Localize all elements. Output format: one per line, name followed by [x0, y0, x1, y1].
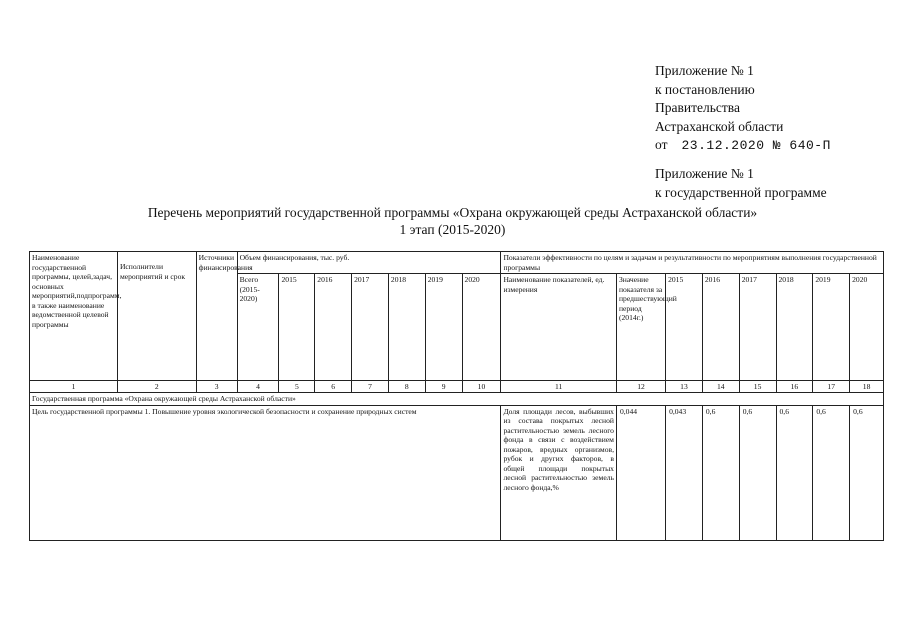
- appendix-1-line-1: Приложение № 1: [655, 63, 754, 78]
- header-funding-sources: Источники финансирования: [196, 252, 237, 381]
- column-number: 5: [279, 381, 315, 393]
- header-base-value: Значение показателя за предшествующий период (2014г.): [616, 274, 665, 381]
- goal-value-2020: 0,6: [850, 405, 884, 540]
- column-number: 2: [117, 381, 196, 393]
- column-number: 7: [352, 381, 389, 393]
- header-indicators-group: Показатели эффективности по целям и задачам и результативности по мероприятиям выполнения государственной программы: [501, 252, 884, 274]
- column-number: 18: [850, 381, 884, 393]
- goal-base-value: 0,044: [616, 405, 665, 540]
- column-number: 15: [739, 381, 776, 393]
- header-indicator-year-2016: 2016: [702, 274, 739, 381]
- table-row-program: [30, 393, 884, 406]
- decree-line: [655, 136, 831, 156]
- header-funding-year-2015: 2015: [279, 274, 315, 381]
- goal-value-2018: 0,6: [776, 405, 813, 540]
- header-indicator-year-2018: 2018: [776, 274, 813, 381]
- decree-prefix: от: [655, 137, 668, 152]
- appendix-1-line-2: к постановлению: [655, 81, 755, 97]
- document-stage: 1 этап (2015-2020): [399, 222, 506, 237]
- document-title: Перечень мероприятий государственной программы «Охрана окружающей среды Астраханской области»: [147, 205, 758, 220]
- header-indicator-year-2015: 2015: [666, 274, 703, 381]
- goal-value-2015: 0,043: [666, 405, 703, 540]
- column-number: 9: [425, 381, 462, 393]
- column-number: 10: [462, 381, 501, 393]
- program-row-title: Государственная программа «Охрана окружающей среды Астраханской области»: [30, 393, 884, 406]
- header-funding-group: Объем финансирования, тыс. руб.: [237, 252, 501, 274]
- column-number: 12: [616, 381, 665, 393]
- header-funding-year-2017: 2017: [352, 274, 389, 381]
- column-number: 3: [196, 381, 237, 393]
- appendix-1-line-4: Астраханской области: [655, 118, 784, 134]
- goal-value-2017: 0,6: [739, 405, 776, 540]
- header-funding-year-2019: 2019: [425, 274, 462, 381]
- header-indicator-year-2019: 2019: [813, 274, 850, 381]
- appendix-1-block: [655, 62, 831, 156]
- appendix-1-line-3: Правительства: [655, 100, 740, 115]
- column-number: 1: [30, 381, 118, 393]
- appendix-2-line-1: Приложение № 1: [655, 166, 754, 181]
- header-funding-total: Всего (2015-2020): [237, 274, 279, 381]
- header-funding-year-2020: 2020: [462, 274, 501, 381]
- column-number: 14: [702, 381, 739, 393]
- table-row-goal: [30, 405, 884, 540]
- column-number: 17: [813, 381, 850, 393]
- header-program-name: Наименование государственной программы, целей,задач, основных мероприятий,подпрограмм, в также наименование ведомственной целевой программы: [30, 252, 118, 381]
- column-number: 4: [237, 381, 279, 393]
- goal-value-2016: 0,6: [702, 405, 739, 540]
- goal-indicator-name: Доля площади лесов, выбывших из состава покрытых лесной растительностью земель лесного фонда в связи с воздействием пожаров, вредных организмов, рубок и других факторов, в общей площади покрытых лесной растительностью земель лесного фонда,%: [501, 405, 617, 540]
- table-header-row: [30, 252, 884, 274]
- header-funding-year-2016: 2016: [315, 274, 352, 381]
- goal-value-2019: 0,6: [813, 405, 850, 540]
- column-number: 16: [776, 381, 813, 393]
- header-indicator-name: Наименование показателей, ед. измерения: [501, 274, 617, 381]
- column-number-row: [30, 381, 884, 393]
- header-indicator-year-2017: 2017: [739, 274, 776, 381]
- appendix-2-line-2: к государственной программе: [655, 184, 827, 200]
- column-number: 8: [388, 381, 425, 393]
- header-funding-year-2018: 2018: [388, 274, 425, 381]
- measures-table: [29, 251, 884, 541]
- goal-description: Цель государственной программы 1. Повышение уровня экологической безопасности и сохранение природных систем: [30, 405, 501, 540]
- header-executors: Исполнители мероприятий и срок: [117, 252, 196, 381]
- appendix-2-block: [655, 165, 827, 202]
- column-number: 6: [315, 381, 352, 393]
- header-indicator-year-2020: 2020: [850, 274, 884, 381]
- column-number: 11: [501, 381, 617, 393]
- column-number: 13: [666, 381, 703, 393]
- decree-number: 23.12.2020 № 640-П: [681, 138, 831, 153]
